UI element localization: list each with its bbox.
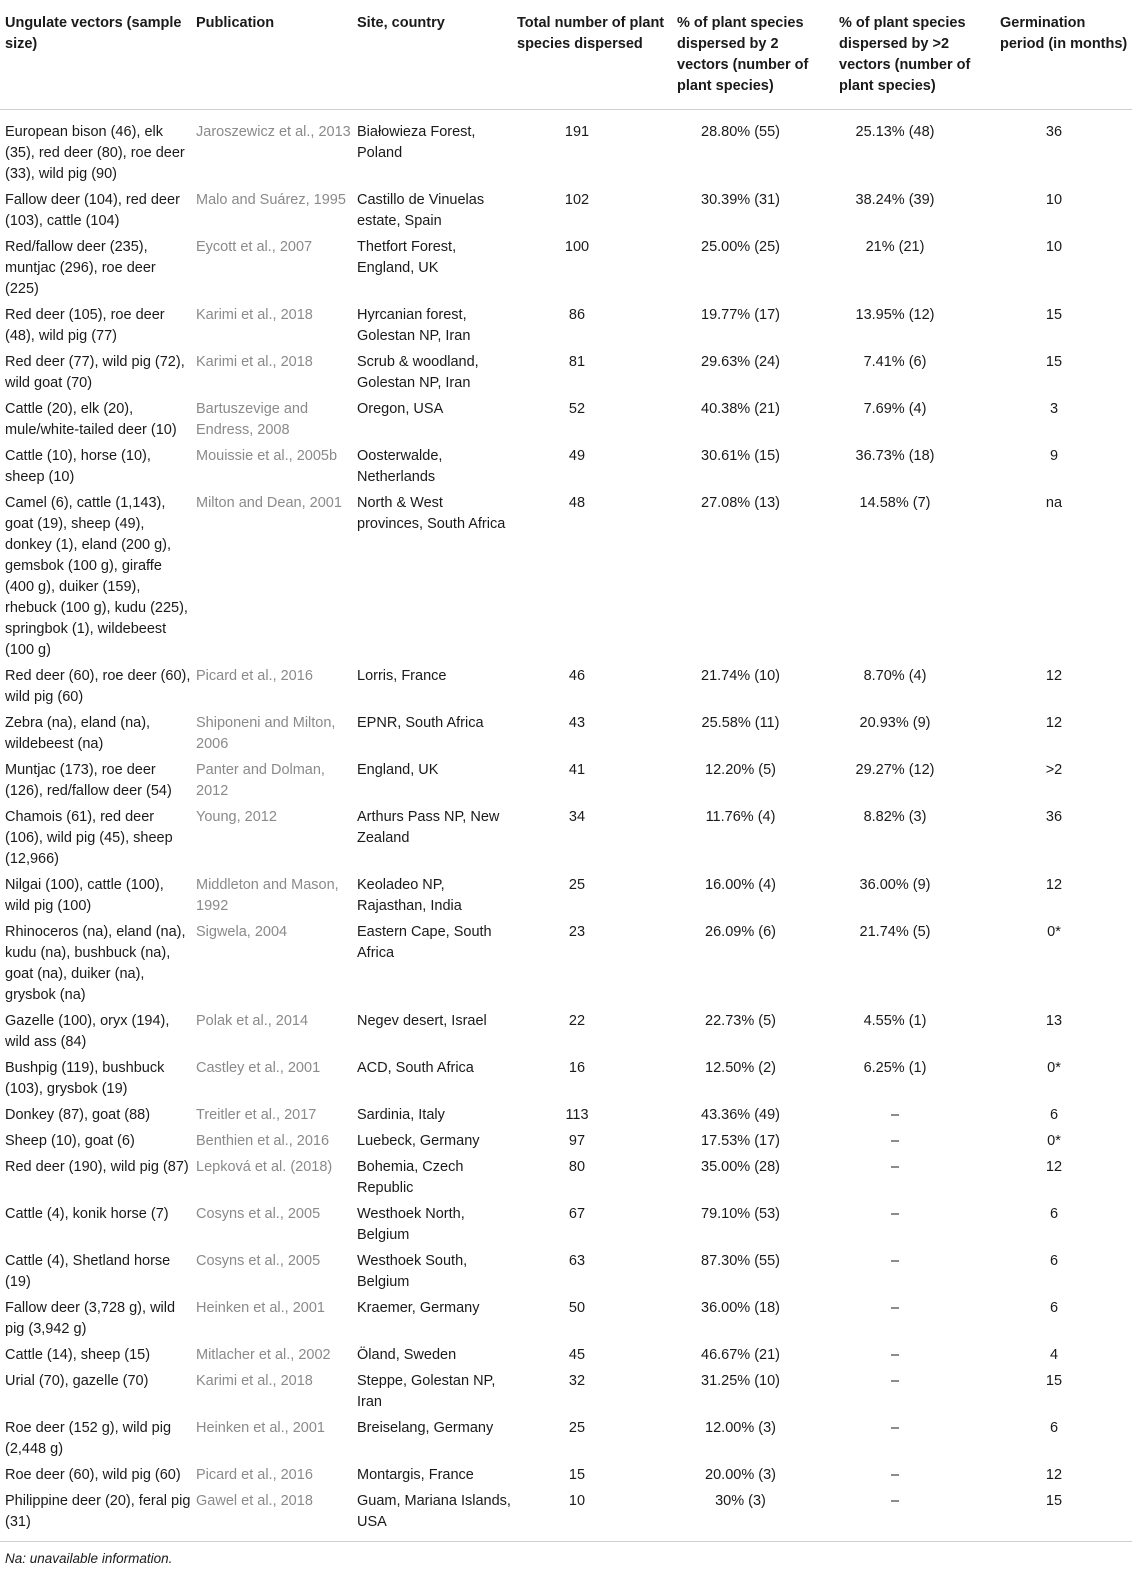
cell-total: 25 [568, 1420, 586, 1436]
cell-pct-gt2-vectors: 14.58% (7) [859, 495, 931, 511]
cell-total: 97 [568, 1133, 586, 1149]
table-row [0, 352, 1132, 399]
cell-vectors: Cattle (4), konik horse (7) [5, 1206, 169, 1222]
cell-pct-2-vectors: 25.58% (11) [701, 715, 780, 731]
cell-total: 48 [568, 495, 586, 511]
cell-publication: Castley et al., 2001 [196, 1060, 321, 1076]
cell-pct-2-vectors: 16.00% (4) [705, 877, 776, 893]
cell-publication: Treitler et al., 2017 [196, 1107, 317, 1123]
table-row [0, 807, 1132, 875]
cell-publication: Shiponeni and Milton, 2006 [196, 715, 336, 752]
table-row [0, 493, 1132, 666]
cell-germination: 0* [1047, 1060, 1061, 1076]
cell-publication: Karimi et al., 2018 [196, 307, 313, 323]
table-row [0, 1371, 1132, 1418]
column-header-vectors: Ungulate vectors (sample size) [0, 9, 191, 110]
table-row [0, 1058, 1132, 1105]
cell-vectors: Cattle (20), elk (20), mule/white-tailed deer (10) [5, 401, 177, 438]
table-row [0, 1491, 1132, 1542]
cell-germination: 36 [1045, 809, 1063, 825]
cell-pct-2-vectors: 12.50% (2) [705, 1060, 776, 1076]
table-row [0, 446, 1132, 493]
cell-total: 45 [568, 1347, 586, 1363]
table-row [0, 666, 1132, 713]
column-header-publication: Publication [191, 9, 352, 110]
cell-vectors: Sheep (10), goat (6) [5, 1133, 135, 1149]
cell-pct-2-vectors: 12.00% (3) [705, 1420, 776, 1436]
cell-publication: Heinken et al., 2001 [196, 1300, 325, 1316]
cell-site: Oosterwalde, Netherlands [357, 448, 443, 485]
table-row [0, 1465, 1132, 1491]
cell-total: 113 [565, 1107, 589, 1123]
cell-total: 32 [568, 1373, 586, 1389]
cell-pct-2-vectors: 19.77% (17) [701, 307, 780, 323]
cell-pct-gt2-vectors: 7.41% (6) [863, 354, 927, 370]
table-row [0, 922, 1132, 1011]
cell-pct-gt2-vectors: 29.27% (12) [855, 762, 935, 778]
cell-vectors: Philippine deer (20), feral pig (31) [0, 1491, 191, 1542]
table-row [0, 1298, 1132, 1345]
cell-pct-gt2-vectors: – [890, 1107, 900, 1123]
cell-site: ACD, South Africa [357, 1060, 474, 1076]
cell-vectors: Muntjac (173), roe deer (126), red/fallow deer (54) [5, 762, 172, 799]
cell-pct-2-vectors: 30.39% (31) [701, 192, 780, 208]
cell-pct-2-vectors: 25.00% (25) [701, 239, 780, 255]
column-header-site: Site, country [352, 9, 512, 110]
cell-publication: Gawel et al., 2018 [191, 1491, 352, 1542]
cell-pct-2-vectors: 46.67% (21) [701, 1347, 780, 1363]
cell-publication: Mitlacher et al., 2002 [196, 1347, 331, 1363]
cell-germination: 6 [1049, 1107, 1059, 1123]
cell-germination: na [1045, 495, 1063, 511]
cell-pct-gt2-vectors: 21.74% (5) [859, 924, 931, 940]
cell-site: Kraemer, Germany [357, 1300, 480, 1316]
table-row [0, 399, 1132, 446]
cell-vectors: Cattle (10), horse (10), sheep (10) [5, 448, 151, 485]
cell-publication: Jaroszewicz et al., 2013 [196, 124, 351, 140]
cell-germination: 9 [1049, 448, 1059, 464]
cell-germination: 6 [1049, 1300, 1059, 1316]
cell-germination: >2 [1045, 762, 1063, 778]
cell-site: Sardinia, Italy [357, 1107, 445, 1123]
cell-publication: Picard et al., 2016 [196, 1467, 313, 1483]
cell-site: Keoladeo NP, Rajasthan, India [357, 877, 462, 914]
cell-total: 100 [564, 239, 590, 255]
cell-pct-gt2-vectors: 8.70% (4) [863, 668, 927, 684]
cell-site: Westhoek North, Belgium [357, 1206, 465, 1243]
cell-germination: 10 [1045, 239, 1063, 255]
cell-vectors: Roe deer (152 g), wild pig (2,448 g) [5, 1420, 172, 1457]
cell-publication: Heinken et al., 2001 [196, 1420, 325, 1436]
cell-total: 52 [568, 401, 586, 417]
cell-total: 81 [568, 354, 586, 370]
table-row [0, 190, 1132, 237]
cell-germination: 10 [1045, 192, 1063, 208]
cell-total: 67 [568, 1206, 586, 1222]
cell-vectors: Red deer (77), wild pig (72), wild goat (70) [5, 354, 185, 391]
cell-site: Steppe, Golestan NP, Iran [357, 1373, 496, 1410]
cell-pct-2-vectors: 79.10% (53) [701, 1206, 780, 1222]
cell-pct-2-vectors: 20.00% (3) [705, 1467, 776, 1483]
cell-publication: Young, 2012 [196, 809, 277, 825]
table-row [0, 1345, 1132, 1371]
column-header-pct-gt2-vectors: % of plant species dispersed by >2 vectors (number of plant species) [834, 9, 995, 110]
table-row [0, 875, 1132, 922]
cell-site: Castillo de Vinuelas estate, Spain [357, 192, 485, 229]
cell-site: EPNR, South Africa [357, 715, 484, 731]
cell-pct-gt2-vectors: – [890, 1467, 900, 1483]
cell-pct-2-vectors: 31.25% (10) [701, 1373, 780, 1389]
table-row [0, 305, 1132, 352]
cell-total: 63 [568, 1253, 586, 1269]
table-row [0, 1011, 1132, 1058]
cell-total: 50 [568, 1300, 586, 1316]
cell-total: 16 [568, 1060, 586, 1076]
cell-vectors: Fallow deer (104), red deer (103), cattle (104) [5, 192, 180, 229]
cell-pct-gt2-vectors: – [890, 1347, 900, 1363]
cell-pct-2-vectors: 40.38% (21) [701, 401, 780, 417]
cell-pct-2-vectors: 43.36% (49) [701, 1107, 780, 1123]
cell-vectors: Cattle (14), sheep (15) [5, 1347, 151, 1363]
cell-germination: 12 [1045, 1159, 1063, 1175]
cell-vectors: Red/fallow deer (235), muntjac (296), roe deer (225) [5, 239, 156, 297]
table-row [0, 110, 1132, 191]
cell-pct-2-vectors: 27.08% (13) [701, 495, 780, 511]
cell-pct-gt2-vectors: 21% (21) [865, 239, 925, 255]
cell-site: Scrub & woodland, Golestan NP, Iran [357, 354, 479, 391]
cell-germination: 36 [1045, 124, 1063, 140]
cell-publication: Polak et al., 2014 [196, 1013, 309, 1029]
cell-pct-gt2-vectors: – [890, 1133, 900, 1149]
cell-pct-2-vectors: 35.00% (28) [701, 1159, 780, 1175]
cell-pct-2-vectors: 30% (3) [672, 1491, 834, 1542]
table-row [0, 1204, 1132, 1251]
cell-vectors: Donkey (87), goat (88) [5, 1107, 151, 1123]
cell-site: Breiselang, Germany [357, 1420, 494, 1436]
cell-pct-2-vectors: 12.20% (5) [705, 762, 776, 778]
cell-vectors: Chamois (61), red deer (106), wild pig (45), sheep (12,966) [5, 809, 173, 867]
cell-germination: 12 [1045, 1467, 1063, 1483]
cell-pct-gt2-vectors: – [890, 1206, 900, 1222]
table-row [0, 1131, 1132, 1157]
cell-publication: Cosyns et al., 2005 [196, 1206, 321, 1222]
column-header-pct-2-vectors: % of plant species dispersed by 2 vectors (number of plant species) [672, 9, 834, 110]
cell-pct-2-vectors: 87.30% (55) [701, 1253, 780, 1269]
table-header [0, 9, 1132, 110]
cell-total: 102 [564, 192, 590, 208]
table-footnote: Na: unavailable information. [5, 1551, 173, 1566]
cell-site: Thetfort Forest, England, UK [357, 239, 457, 276]
cell-germination: 3 [1049, 401, 1059, 417]
cell-pct-2-vectors: 21.74% (10) [701, 668, 780, 684]
cell-vectors: Bushpig (119), bushbuck (103), grysbok (19) [5, 1060, 165, 1097]
cell-pct-2-vectors: 30.61% (15) [701, 448, 780, 464]
cell-publication: Mouissie et al., 2005b [196, 448, 338, 464]
cell-pct-gt2-vectors: 6.25% (1) [863, 1060, 927, 1076]
cell-pct-2-vectors: 26.09% (6) [705, 924, 776, 940]
cell-vectors: Rhinoceros (na), eland (na), kudu (na), bushbuck (na), goat (na), duiker (na), grysbok (na) [5, 924, 186, 1003]
cell-vectors: Red deer (105), roe deer (48), wild pig (77) [5, 307, 165, 344]
cell-site: Bohemia, Czech Republic [357, 1159, 464, 1196]
cell-total: 41 [568, 762, 586, 778]
cell-total: 43 [568, 715, 586, 731]
cell-germination: 15 [995, 1491, 1132, 1542]
cell-germination: 6 [1049, 1206, 1059, 1222]
cell-vectors: Gazelle (100), oryx (194), wild ass (84) [5, 1013, 170, 1050]
cell-site: Hyrcanian forest, Golestan NP, Iran [357, 307, 471, 344]
cell-vectors: Cattle (4), Shetland horse (19) [5, 1253, 171, 1290]
cell-total: 86 [568, 307, 586, 323]
cell-pct-gt2-vectors: 7.69% (4) [863, 401, 927, 417]
cell-publication: Bartuszevige and Endress, 2008 [196, 401, 309, 438]
cell-total: 10 [512, 1491, 672, 1542]
cell-pct-gt2-vectors: 8.82% (3) [863, 809, 927, 825]
cell-vectors: Fallow deer (3,728 g), wild pig (3,942 g) [5, 1300, 176, 1337]
cell-pct-2-vectors: 29.63% (24) [701, 354, 780, 370]
cell-pct-gt2-vectors: – [890, 1420, 900, 1436]
cell-germination: 15 [1045, 307, 1063, 323]
ungulate-dispersal-table [0, 9, 1132, 1542]
cell-germination: 15 [1045, 1373, 1063, 1389]
column-header-total: Total number of plant species dispersed [512, 9, 672, 110]
cell-publication: Lepková et al. (2018) [196, 1159, 333, 1175]
cell-pct-gt2-vectors: – [890, 1253, 900, 1269]
cell-vectors: Nilgai (100), cattle (100), wild pig (100) [5, 877, 164, 914]
cell-publication: Middleton and Mason, 1992 [196, 877, 339, 914]
header-row [0, 9, 1132, 110]
cell-pct-gt2-vectors: 4.55% (1) [863, 1013, 927, 1029]
cell-pct-gt2-vectors: – [890, 1159, 900, 1175]
cell-site: Negev desert, Israel [357, 1013, 487, 1029]
cell-pct-gt2-vectors: 36.00% (9) [859, 877, 931, 893]
cell-publication: Milton and Dean, 2001 [196, 495, 342, 511]
cell-pct-2-vectors: 36.00% (18) [701, 1300, 780, 1316]
cell-pct-2-vectors: 17.53% (17) [701, 1133, 780, 1149]
cell-total: 34 [568, 809, 586, 825]
cell-publication: Karimi et al., 2018 [196, 1373, 313, 1389]
cell-publication: Sigwela, 2004 [196, 924, 288, 940]
cell-total: 22 [568, 1013, 586, 1029]
cell-vectors: Roe deer (60), wild pig (60) [5, 1467, 181, 1483]
cell-site: Öland, Sweden [357, 1347, 457, 1363]
cell-site: Guam, Mariana Islands, USA [352, 1491, 512, 1542]
cell-germination: 0* [1047, 1133, 1061, 1149]
cell-pct-gt2-vectors: – [890, 1300, 900, 1316]
cell-publication: Karimi et al., 2018 [196, 354, 313, 370]
cell-site: Oregon, USA [357, 401, 444, 417]
cell-total: 25 [568, 877, 586, 893]
cell-pct-2-vectors: 28.80% (55) [701, 124, 780, 140]
table-row [0, 1157, 1132, 1204]
cell-germination: 13 [1045, 1013, 1063, 1029]
table-row [0, 760, 1132, 807]
cell-total: 191 [564, 124, 590, 140]
cell-germination: 4 [1049, 1347, 1059, 1363]
cell-publication: Eycott et al., 2007 [196, 239, 313, 255]
cell-site: Montargis, France [357, 1467, 474, 1483]
cell-pct-2-vectors: 11.76% (4) [705, 809, 776, 825]
cell-germination: 6 [1049, 1253, 1059, 1269]
column-header-germination: Germination period (in months) [995, 9, 1132, 110]
cell-publication: Picard et al., 2016 [196, 668, 313, 684]
cell-publication: Malo and Suárez, 1995 [196, 192, 346, 208]
cell-site: North & West provinces, South Africa [357, 495, 506, 532]
cell-vectors: Camel (6), cattle (1,143), goat (19), sheep (49), donkey (1), eland (200 g), gemsbok (100 g), giraffe (400 g), duiker (159), rhebuck (100 g), kudu (225), springbok (1), wildebeest (100 g) [5, 495, 188, 658]
cell-site: Lorris, France [357, 668, 447, 684]
cell-vectors: Red deer (190), wild pig (87) [5, 1159, 189, 1175]
cell-publication: Benthien et al., 2016 [196, 1133, 330, 1149]
cell-site: England, UK [357, 762, 439, 778]
cell-site: Arthurs Pass NP, New Zealand [357, 809, 500, 846]
cell-site: Luebeck, Germany [357, 1133, 480, 1149]
table-row [0, 713, 1132, 760]
cell-pct-gt2-vectors: 13.95% (12) [855, 307, 935, 323]
cell-germination: 0* [1047, 924, 1061, 940]
cell-vectors: Zebra (na), eland (na), wildebeest (na) [5, 715, 151, 752]
cell-pct-2-vectors: 22.73% (5) [705, 1013, 776, 1029]
table-row [0, 1251, 1132, 1298]
cell-vectors: Red deer (60), roe deer (60), wild pig (60) [5, 668, 191, 705]
cell-pct-gt2-vectors: 38.24% (39) [855, 192, 935, 208]
cell-germination: 12 [1045, 668, 1063, 684]
table-row [0, 1105, 1132, 1131]
cell-site: Eastern Cape, South Africa [357, 924, 492, 961]
cell-publication: Cosyns et al., 2005 [196, 1253, 321, 1269]
cell-germination: 12 [1045, 715, 1063, 731]
cell-germination: 6 [1049, 1420, 1059, 1436]
cell-total: 49 [568, 448, 586, 464]
cell-pct-gt2-vectors: 20.93% (9) [859, 715, 931, 731]
cell-total: 23 [568, 924, 586, 940]
table-row [0, 237, 1132, 305]
cell-germination: 15 [1045, 354, 1063, 370]
cell-vectors: European bison (46), elk (35), red deer (80), roe deer (33), wild pig (90) [5, 124, 185, 182]
cell-pct-gt2-vectors: 36.73% (18) [855, 448, 935, 464]
cell-pct-gt2-vectors: – [890, 1373, 900, 1389]
cell-site: Westhoek South, Belgium [357, 1253, 468, 1290]
cell-total: 80 [568, 1159, 586, 1175]
cell-pct-gt2-vectors: 25.13% (48) [855, 124, 935, 140]
cell-publication: Panter and Dolman, 2012 [196, 762, 325, 799]
cell-site: Białowieza Forest, Poland [357, 124, 476, 161]
table-row [0, 1418, 1132, 1465]
table-body [0, 110, 1132, 1542]
cell-total: 15 [568, 1467, 586, 1483]
cell-germination: 12 [1045, 877, 1063, 893]
cell-pct-gt2-vectors: – [834, 1491, 995, 1542]
cell-vectors: Urial (70), gazelle (70) [5, 1373, 149, 1389]
cell-total: 46 [568, 668, 586, 684]
